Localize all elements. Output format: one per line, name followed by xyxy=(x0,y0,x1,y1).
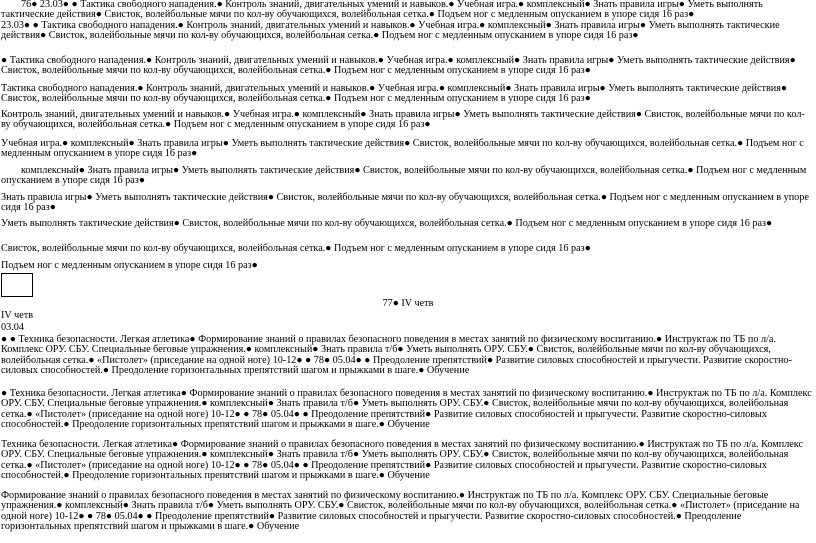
text-block-1: ● ● Техника безопасности. Легкая атлетика● Формирование знаний о правилах безопасного поведения в местах занятий по физическому воспитанию.● Инструктаж по ТБ по л/а. Комплекс ОРУ. СБУ. Специальные беговые упражнения.● комплексный● Знать правила т/б● Уметь выполнять ОРУ. СБУ.● Свисток, волейбольные мячи по кол-ву обучающихся, волейбольная сетка.● «Пистолет» (приседание на одной ноге) 10-12● ● 78● 05.04● ● Преодоление препятствий● Развитие силовых способностей и прыгучести. Развитие скоростно-силовых способностей.● Преодоление горизонтальных препятствий шагом и прыжками в шаге.● Обучение xyxy=(1,334,792,377)
text-line-2: 23.03● ● Тактика свободного нападения.● Контроль знаний, двигательных умений и навыков.● Учебная игра.● комплексный● Знать правила игры● Уметь выполнять тактические действия● Свисток, волейбольные мячи по кол-ву обучающихся, волейбольная сетка.● Подъем ног с медленным опусканием в упоре сидя 16 раз● xyxy=(1,20,780,42)
text-line-8: Знать правила игры● Уметь выполнять тактические действия● Свисток, волейбольные мячи по кол-ву обучающихся, волейбольная сетка.● Подъем ног с медленным опусканием в упоре сидя 16 раз● xyxy=(1,192,809,214)
text-line-9: Уметь выполнять тактические действия● Свисток, волейбольные мячи по кол-ву обучающихся, волейбольная сетка.● Подъем ног с медленным опусканием в упоре сидя 16 раз● xyxy=(1,218,773,229)
text-line-3: ● Тактика свободного нападения.● Контроль знаний, двигательных умений и навыков.● Учебная игра.● комплексный● Знать правила игры● Уметь выполнять тактические действия● Свисток, волейбольные мячи по кол-ву обучающихся, волейбольная сетка.● Подъем ног с медленным опусканием в упоре сидя 16 раз● xyxy=(1,55,796,77)
text-line-1: 76● 23.03● ● Тактика свободного нападения.● Контроль знаний, двигательных умений и навыков.● Учебная игра.● комплексный● Знать правила игры● Уметь выполнять тактические действия● Свисток, волейбольные мячи по кол-ву обучающихся, волейбольная сетка.● Подъем ног с медленным опусканием в упоре сидя 16 раз● xyxy=(1,0,763,21)
text-block-4: Формирование знаний о правилах безопасного поведения в местах занятий по физическому воспитанию.● Инструктаж по ТБ по л/а. Комплекс ОРУ. СБУ. Специальные беговые упражнения.● комплексный● Знать правила т/б● Уметь выполнять ОРУ. СБУ.● Свисток, волейбольные мячи по кол-ву обучающихся, волейбольная сетка.● «Пистолет» (приседание на одной ноге) 10-12● ● 78● 05.04● ● Преодоление препятствий● Развитие силовых способностей и прыгучести. Развитие скоростно-силовых способностей.● Преодоление горизонтальных препятствий шагом и прыжками в шаге.● Обучение xyxy=(1,490,800,533)
text-line-10: Свисток, волейбольные мячи по кол-ву обучающихся, волейбольная сетка.● Подъем ног с медленным опусканием в упоре сидя 16 раз● xyxy=(1,243,591,254)
text-block-2: ● Техника безопасности. Легкая атлетика● Формирование знаний о правилах безопасного поведения в местах занятий по физическому воспитанию.● Инструктаж по ТБ по л/а. Комплекс ОРУ. СБУ. Специальные беговые упражнения.● комплексный● Знать правила т/б● Уметь выполнять ОРУ. СБУ.● Свисток, волейбольные мячи по кол-ву обучающихся, волейбольная сетка.● «Пистолет» (приседание на одной ноге) 10-12● ● 78● 05.04● ● Преодоление препятствий● Развитие силовых способностей и прыгучести. Развитие скоростно-силовых способностей.● Преодоление горизонтальных препятствий шагом и прыжками в шаге.● Обучение xyxy=(1,388,812,431)
text-line-11: Подъем ног с медленным опусканием в упоре сидя 16 раз● xyxy=(1,260,258,271)
text-line-7: комплексный● Знать правила игры● Уметь выполнять тактические действия● Свисток, волейбольные мячи по кол-ву обучающихся, волейбольная сетка.● Подъем ног с медленным опусканием в упоре сидя 16 раз● xyxy=(1,165,807,187)
text-line-5: Контроль знаний, двигательных умений и навыков.● Учебная игра.● комплексный● Знать правила игры● Уметь выполнять тактические действия● Свисток, волейбольные мячи по кол-ву обучающихся, волейбольная сетка.● Подъем ног с медленным опусканием в упоре сидя 16 раз● xyxy=(1,109,805,131)
text-block-3: Техника безопасности. Легкая атлетика● Формирование знаний о правилах безопасного поведения в местах занятий по физическому воспитанию.● Инструктаж по ТБ по л/а. Комплекс ОРУ. СБУ. Специальные беговые упражнения.● комплексный● Знать правила т/б● Уметь выполнять ОРУ. СБУ.● Свисток, волейбольные мячи по кол-ву обучающихся, волейбольная сетка.● «Пистолет» (приседание на одной ноге) 10-12● ● 78● 05.04● ● Преодоление препятствий● Развитие силовых способностей и прыгучести. Развитие скоростно-силовых способностей.● Преодоление горизонтальных препятствий шагом и прыжками в шаге.● Обучение xyxy=(1,439,804,482)
empty-box xyxy=(1,273,33,297)
center-title: 77● IV четв xyxy=(382,298,434,309)
quarter-label: IV четв xyxy=(1,310,34,321)
date-label: 03.04 xyxy=(1,322,24,333)
text-line-4: Тактика свободного нападения.● Контроль знаний, двигательных умений и навыков.● Учебная игра.● комплексный● Знать правила игры● Уметь выполнять тактические действия● Свисток, волейбольные мячи по кол-ву обучающихся, волейбольная сетка.● Подъем ног с медленным опусканием в упоре сидя 16 раз● xyxy=(1,83,788,105)
text-line-6: Учебная игра.● комплексный● Знать правила игры● Уметь выполнять тактические действия● Свисток, волейбольные мячи по кол-ву обучающихся, волейбольная сетка.● Подъем ног с медленным опусканием в упоре сидя 16 раз● xyxy=(1,138,804,160)
